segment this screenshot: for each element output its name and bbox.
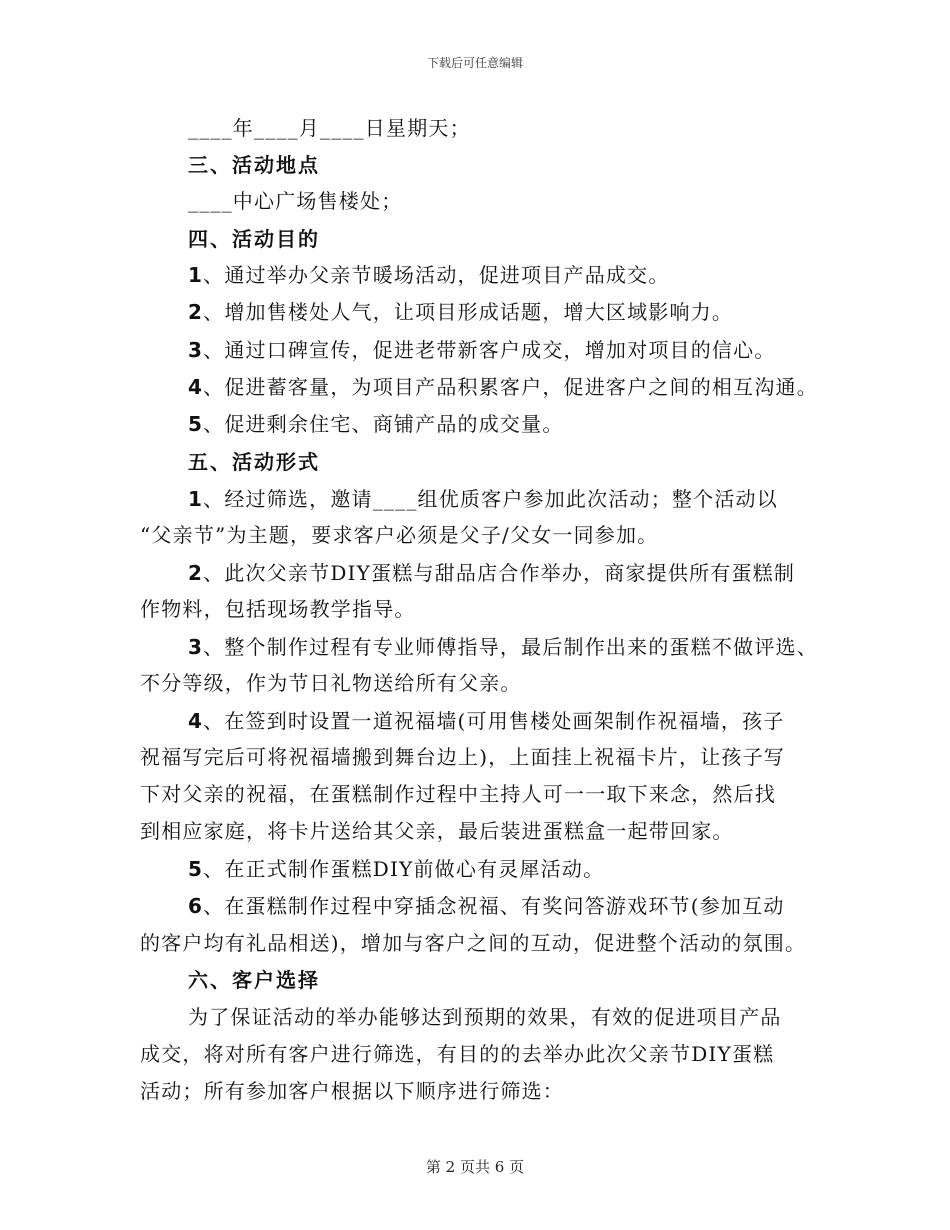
item-number: 1 <box>188 263 204 287</box>
item-number: 6 <box>188 894 204 918</box>
item-text: 、通过口碑宣传，促进老带新客户成交，增加对项目的信心。 <box>203 338 776 362</box>
form-item-3-line-2: 不分等级，作为节日礼物送给所有父亲。 <box>140 671 522 695</box>
purpose-item-2 <box>188 299 733 325</box>
form-item-5-line-1 <box>188 856 604 882</box>
form-item-6-line-1 <box>188 893 785 919</box>
selection-line-2: 成交，将对所有客户进行筛选，有目的的去举办此次父亲节DIY蛋糕 <box>140 1042 775 1066</box>
page-footer: 第 2 页共 6 页 <box>425 1158 525 1176</box>
form-item-4-line-1 <box>188 708 785 734</box>
item-number: 1 <box>188 487 204 511</box>
form-item-3-line-1 <box>188 634 818 660</box>
form-item-4-line-3: 下对父亲的祝福，在蛋糕制作过程中主持人可一一取下来念，然后找 <box>140 782 776 806</box>
selection-line-3: 活动；所有参加客户根据以下顺序进行筛选： <box>140 1079 564 1103</box>
section-3-heading: 三、活动地点 <box>188 153 320 177</box>
form-item-4-line-4: 到相应家庭，将卡片送给其父亲，最后装进蛋糕盒一起带回家。 <box>140 819 734 843</box>
form-item-2-line-2: 作物料，包括现场教学指导。 <box>140 597 416 621</box>
item-text: 、此次父亲节DIY蛋糕与甜品店合作举办，商家提供所有蛋糕制 <box>203 561 796 585</box>
purpose-item-1 <box>188 262 670 288</box>
section-5-heading: 五、活动形式 <box>188 450 320 474</box>
section-3-body: ____中心广场售楼处； <box>188 189 403 213</box>
item-text: 、通过举办父亲节暖场活动，促进项目产品成交。 <box>203 263 670 287</box>
date-line: ____年____月____日星期天； <box>188 116 471 140</box>
item-number: 3 <box>188 635 204 659</box>
item-number: 4 <box>188 375 204 399</box>
item-text: 、促进蓄客量，为项目产品积累客户，促进客户之间的相互沟通。 <box>203 375 818 399</box>
form-item-1-line-1 <box>188 486 778 512</box>
form-item-1-line-2: “父亲节”为主题，要求客户必须是父子/父女一同参加。 <box>140 523 659 547</box>
form-item-2-line-1 <box>188 560 795 586</box>
page-header: 下载后可任意编辑 <box>426 56 523 70</box>
form-item-4-line-2: 祝福写完后可将祝福墙搬到舞台边上)，上面挂上祝福卡片，让孩子写 <box>140 745 786 769</box>
item-text: 、在签到时设置一道祝福墙(可用售楼处画架制作祝福墙，孩子 <box>203 709 785 733</box>
item-text: 、增加售楼处人气，让项目形成话题，增大区域影响力。 <box>203 300 734 324</box>
item-text: 、促进剩余住宅、商铺产品的成交量。 <box>203 412 564 436</box>
purpose-item-5 <box>188 411 564 437</box>
section-6-heading: 六、客户选择 <box>188 968 320 992</box>
item-number: 5 <box>188 412 204 436</box>
item-text: 、经过筛选，邀请____组优质客户参加此次活动；整个活动以 <box>203 487 778 511</box>
item-number: 3 <box>188 338 204 362</box>
section-4-heading: 四、活动目的 <box>188 227 320 251</box>
purpose-item-4 <box>188 374 818 400</box>
item-text: 、在蛋糕制作过程中穿插念祝福、有奖问答游戏环节(参加互动 <box>203 894 785 918</box>
selection-line-1: 为了保证活动的举办能够达到预期的效果，有效的促进项目产品 <box>188 1005 782 1029</box>
form-item-6-line-2: 的客户均有礼品相送)，增加与客户之间的互动，促进整个活动的氛围。 <box>140 931 807 955</box>
item-number: 5 <box>188 857 204 881</box>
item-number: 2 <box>188 561 204 585</box>
purpose-item-3 <box>188 337 776 363</box>
item-text: 、在正式制作蛋糕DIY前做心有灵犀活动。 <box>203 857 605 881</box>
item-number: 2 <box>188 300 204 324</box>
item-number: 4 <box>188 709 204 733</box>
item-text: 、整个制作过程有专业师傅指导，最后制作出来的蛋糕不做评选、 <box>203 635 818 659</box>
